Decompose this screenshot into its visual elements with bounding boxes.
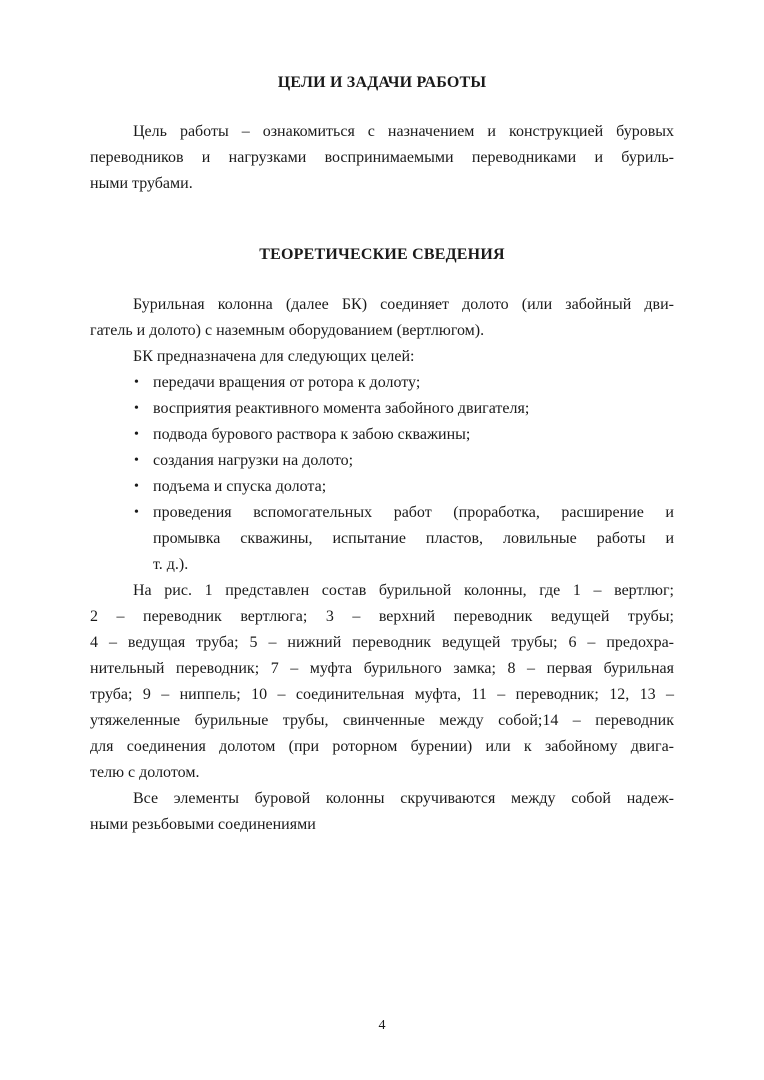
page-number: 4 xyxy=(378,1018,386,1033)
list-item-continued: т. д.). xyxy=(153,556,189,573)
list-item: подвода бурового раствора к забою скважины; xyxy=(153,426,471,443)
list-item: восприятия реактивного момента забойного двигателя; xyxy=(153,400,530,417)
section-title-goals: ЦЕЛИ И ЗАДАЧИ РАБОТЫ xyxy=(277,74,487,91)
paragraph-line: На рис. 1 представлен состав бурильной колонны, где 1 – вертлюг; xyxy=(133,582,674,599)
paragraph-line: для соединения долотом (при роторном бурении) или к забойному двига- xyxy=(90,738,674,755)
paragraph-line: Цель работы – ознакомиться с назначением и конструкцией буровых xyxy=(133,123,674,140)
bullet-icon: • xyxy=(134,479,139,494)
paragraph-line: ными резьбовыми соединениями xyxy=(90,816,316,833)
paragraph-line: ными трубами. xyxy=(90,175,193,192)
paragraph-line: Все элементы буровой колонны скручиваются между собой надеж- xyxy=(133,790,674,807)
paragraph-line: переводников и нагрузками воспринимаемыми переводниками и буриль- xyxy=(90,149,674,166)
paragraph-line: гатель и долото) с наземным оборудованием (вертлюгом). xyxy=(90,322,485,339)
list-item: подъема и спуска долота; xyxy=(153,478,327,495)
list-item: создания нагрузки на долото; xyxy=(153,452,354,469)
paragraph-line: Бурильная колонна (далее БК) соединяет долото (или забойный дви- xyxy=(133,296,674,313)
paragraph-line: труба; 9 – ниппель; 10 – соединительная муфта, 11 – переводник; 12, 13 – xyxy=(90,686,674,703)
bullet-icon: • xyxy=(134,453,139,468)
list-item: передачи вращения от ротора к долоту; xyxy=(153,374,421,391)
paragraph-line: 4 – ведущая труба; 5 – нижний переводник ведущей трубы; 6 – предохра- xyxy=(90,634,674,651)
list-intro: БК предназначена для следующих целей: xyxy=(133,348,415,365)
bullet-icon: • xyxy=(134,375,139,390)
bullet-icon: • xyxy=(134,427,139,442)
paragraph-line: нительный переводник; 7 – муфта бурильного замка; 8 – первая бурильная xyxy=(90,660,674,677)
section-title-theory: ТЕОРЕТИЧЕСКИЕ СВЕДЕНИЯ xyxy=(259,246,505,263)
bullet-icon: • xyxy=(134,505,139,520)
paragraph-line: утяжеленные бурильные трубы, свинченные между собой;14 – переводник xyxy=(90,712,674,729)
list-item: проведения вспомогательных работ (проработка, расширение и xyxy=(153,504,674,521)
paragraph-line: 2 – переводник вертлюга; 3 – верхний переводник ведущей трубы; xyxy=(90,608,674,625)
paragraph-line: телю с долотом. xyxy=(90,764,200,781)
bullet-icon: • xyxy=(134,401,139,416)
list-item-continued: промывка скважины, испытание пластов, ловильные работы и xyxy=(153,530,674,547)
